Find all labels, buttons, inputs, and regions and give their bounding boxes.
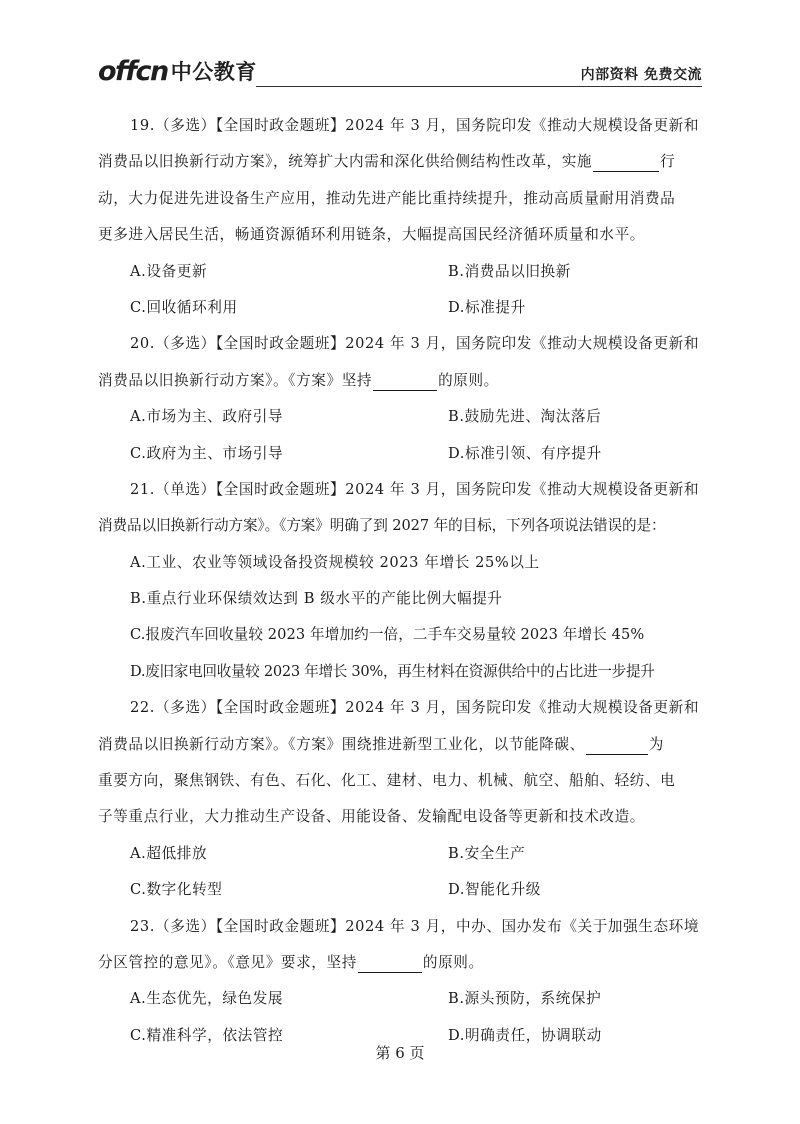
logo-chinese-text: 中公教育 (170, 60, 257, 84)
option-d: D.智能化升级 (448, 881, 541, 899)
options-row (98, 436, 706, 472)
question-21 (98, 472, 706, 690)
logo-latin-text: offcn (98, 56, 168, 87)
option-c: C.精准科学，依法管控 (130, 1026, 284, 1044)
question-19-line-3: 动，大力促进先进设备生产应用，推动先进产能比重持续提升，推动高质量耐用消费品 (98, 189, 676, 207)
option-b: B.源头预防，系统保护 (448, 990, 602, 1008)
document-body (98, 108, 706, 1054)
question-21-line-2: 消费品以旧换新行动方案》。《方案》明确了到 2027 年的目标，下列各项说法错误的是： (98, 517, 666, 535)
option-d: D.标准引领、有序提升 (448, 444, 602, 462)
question-number: 22. (130, 699, 156, 717)
header-tagline: 内部资料 免费交流 (580, 67, 702, 83)
option-b: B.鼓励先进、淘汰落后 (448, 408, 602, 426)
answer-blank (358, 952, 422, 973)
question-19-line-2: 消费品以旧换新行动方案》，统筹扩大内需和深化供给侧结构性改革，实施 行 (98, 153, 676, 171)
options-row (98, 872, 706, 908)
header-divider (256, 86, 702, 87)
question-22-line-2: 消费品以旧换新行动方案》。《方案》围绕推进新型工业化，以节能降碳、 为 (98, 735, 664, 753)
question-20-line-2: 消费品以旧换新行动方案》。《方案》坚持 的原则。 (98, 371, 499, 389)
option-d: D.标准提升 (448, 298, 526, 316)
option-a: A.市场为主、政府引导 (130, 408, 284, 426)
option-a: A.工业、农业等领域设备投资规模较 2023 年增长 25%以上 (130, 553, 540, 571)
question-19-line-4: 更多进入居民生活，畅通资源循环利用链条，大幅提高国民经济循环质量和水平。 (98, 226, 645, 244)
question-19 (98, 108, 706, 326)
option-b: B.重点行业环保绩效达到 B 级水平的产能比例大幅提升 (130, 590, 503, 608)
option-c: C.政府为主、市场引导 (130, 444, 284, 462)
options-row (98, 836, 706, 872)
question-20-line-1: 20.（多选）【全国时政金题班】2024 年 3 月，国务院印发《推动大规模设备更新和 (130, 335, 700, 353)
answer-blank (586, 734, 648, 755)
question-number: 21. (130, 480, 156, 498)
question-20 (98, 326, 706, 472)
option-d: D.明确责任，协调联动 (448, 1026, 602, 1044)
option-a: A.超低排放 (130, 844, 208, 862)
answer-blank (373, 370, 437, 391)
question-22-line-3: 重要方向，聚焦钢铁、有色、石化、化工、建材、电力、机械、航空、船舶、轻纺、电 (98, 772, 676, 790)
offcn-logo (98, 56, 257, 86)
question-22-line-4: 子等重点行业，大力推动生产设备、用能设备、发输配电设备等更新和技术改造。 (98, 808, 645, 826)
answer-blank (593, 151, 659, 172)
options-row (98, 290, 706, 326)
question-19-line-1: 19.（多选）【全国时政金题班】2024 年 3 月，国务院印发《推动大规模设备更新和 (130, 117, 700, 134)
options-row (98, 254, 706, 290)
option-c: C.报废汽车回收量较 2023 年增加约一倍，二手车交易量较 2023 年增长 45% (130, 626, 645, 644)
page-number: 第 6 页 (375, 1044, 425, 1062)
question-23-line-2: 分区管控的意见》。《意见》要求，坚持 的原则。 (98, 953, 484, 971)
options-row (98, 399, 706, 435)
question-22-line-1: 22.（多选）【全国时政金题班】2024 年 3 月，国务院印发《推动大规模设备更新和 (130, 699, 700, 717)
option-b: B.消费品以旧换新 (448, 262, 571, 280)
option-c: C.回收循环利用 (130, 298, 238, 316)
option-b: B.安全生产 (448, 844, 526, 862)
question-number: 23. (130, 917, 156, 935)
option-d: D.废旧家电回收量较 2023 年增长 30%，再生材料在资源供给中的占比进一步提升 (130, 662, 655, 680)
options-row (98, 981, 706, 1017)
option-a: A.设备更新 (130, 262, 208, 280)
question-23 (98, 909, 706, 1055)
option-a: A.生态优先，绿色发展 (130, 990, 284, 1008)
question-22 (98, 690, 706, 908)
question-21-line-1: 21.（单选）【全国时政金题班】2024 年 3 月，国务院印发《推动大规模设备更新和 (130, 480, 700, 498)
question-number: 20. (130, 335, 156, 353)
page-header (98, 56, 702, 88)
question-number: 19. (130, 117, 156, 134)
question-23-line-1: 23.（多选）【全国时政金题班】2024 年 3 月，中办、国办发布《关于加强生态环境 (130, 917, 700, 935)
option-c: C.数字化转型 (130, 881, 223, 899)
